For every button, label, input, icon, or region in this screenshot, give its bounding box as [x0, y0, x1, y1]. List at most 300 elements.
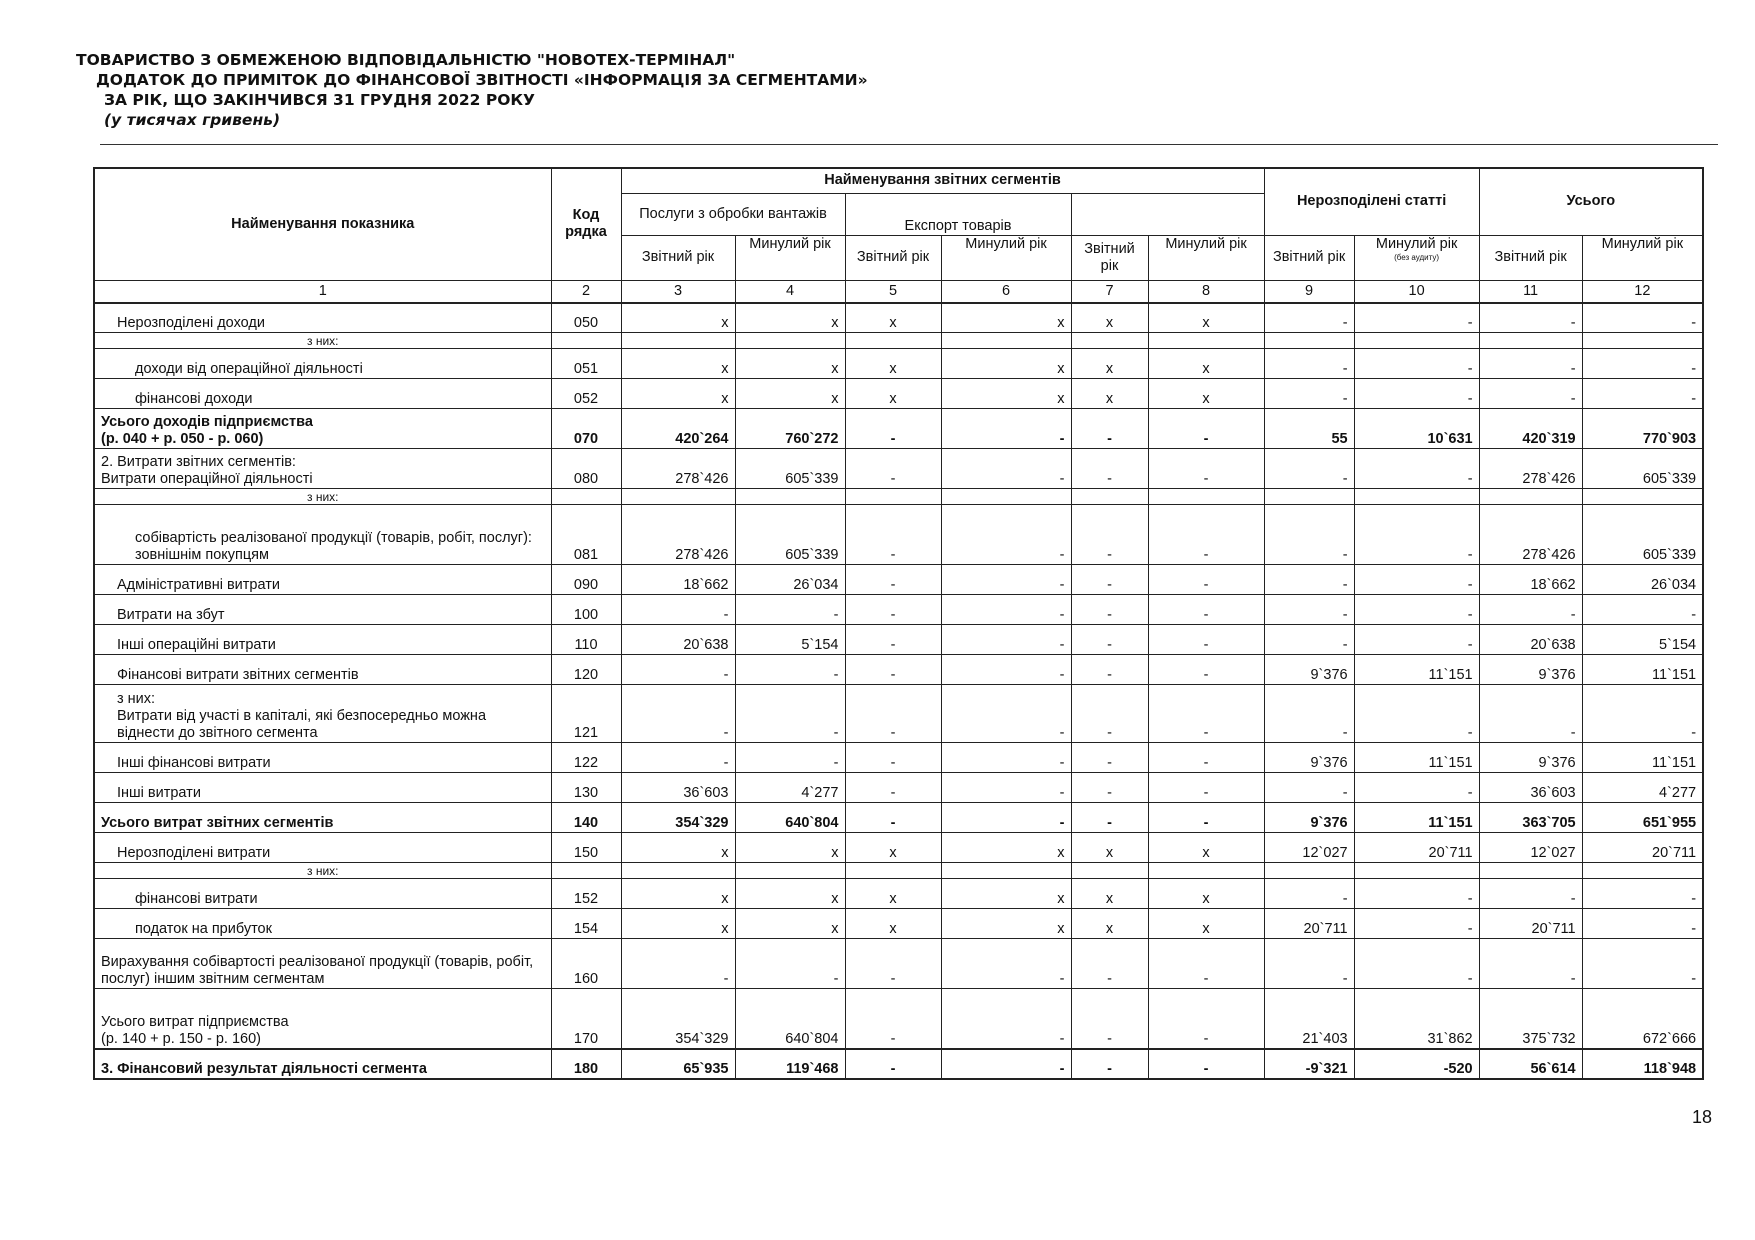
prev-year-header: Минулий рік — [735, 235, 845, 280]
row-value: - — [1148, 595, 1264, 625]
row-code: 154 — [551, 909, 621, 939]
row-label — [94, 989, 551, 1049]
row-code: 100 — [551, 595, 621, 625]
row-value — [1582, 333, 1703, 349]
row-value: 20`638 — [1479, 625, 1582, 655]
row-value: x — [621, 379, 735, 409]
row-value: 11`151 — [1354, 803, 1479, 833]
row-value: - — [735, 743, 845, 773]
row-value: 21`403 — [1264, 989, 1354, 1049]
table-row — [94, 349, 1703, 379]
col-indicator-header: Найменування показника — [94, 168, 551, 280]
row-value: 9`376 — [1264, 655, 1354, 685]
row-value: 12`027 — [1264, 833, 1354, 863]
row-value: - — [1354, 685, 1479, 743]
prev-year-header: Минулий рік — [1148, 235, 1264, 280]
col-number: 11 — [1479, 280, 1582, 303]
row-value: - — [1582, 939, 1703, 989]
row-code: 170 — [551, 989, 621, 1049]
table-row — [94, 833, 1703, 863]
row-value: - — [1264, 773, 1354, 803]
row-code: 052 — [551, 379, 621, 409]
header-rule — [100, 144, 1718, 145]
row-value: x — [1071, 379, 1148, 409]
row-code: 150 — [551, 833, 621, 863]
table-row — [94, 909, 1703, 939]
row-value: - — [1354, 349, 1479, 379]
row-value: - — [1354, 879, 1479, 909]
table-row — [94, 655, 1703, 685]
row-value: -520 — [1354, 1049, 1479, 1079]
row-value: - — [1148, 939, 1264, 989]
no-audit-note: (без аудиту) — [1394, 252, 1440, 262]
row-value: 56`614 — [1479, 1049, 1582, 1079]
row-value: - — [845, 743, 941, 773]
row-value: 11`151 — [1582, 655, 1703, 685]
row-label-text: собівартість реалізованої продукції (товарів, робіт, послуг): — [135, 530, 532, 546]
row-label — [94, 743, 551, 773]
row-label-text-2: (р. 140 + р. 150 - р. 160) — [101, 1030, 262, 1047]
row-label-text: Нерозподілені витрати — [117, 845, 271, 861]
row-value: - — [1148, 743, 1264, 773]
col-number: 12 — [1582, 280, 1703, 303]
row-value: - — [1071, 803, 1148, 833]
table-row — [94, 409, 1703, 449]
row-value — [1148, 863, 1264, 879]
row-code — [551, 333, 621, 349]
row-value: 26`034 — [735, 565, 845, 595]
row-value: 11`151 — [1582, 743, 1703, 773]
row-value: 20`711 — [1479, 909, 1582, 939]
company-name: ТОВАРИСТВО З ОБМЕЖЕНОЮ ВІДПОВІДАЛЬНІСТЮ "НОВОТЕХ-ТЕРМІНАЛ" — [76, 51, 736, 69]
row-value: 354`329 — [621, 989, 735, 1049]
table-row — [94, 803, 1703, 833]
row-label — [94, 595, 551, 625]
col-number: 6 — [941, 280, 1071, 303]
row-value — [941, 333, 1071, 349]
row-value: x — [845, 879, 941, 909]
row-code: 121 — [551, 685, 621, 743]
row-value: x — [735, 303, 845, 333]
row-value — [845, 863, 941, 879]
row-value: - — [1479, 379, 1582, 409]
row-value: - — [845, 565, 941, 595]
row-value: x — [941, 379, 1071, 409]
row-value: - — [1582, 379, 1703, 409]
row-value — [735, 333, 845, 349]
col-number: 7 — [1071, 280, 1148, 303]
row-value: - — [1071, 409, 1148, 449]
col-code-header: Код рядка — [551, 168, 621, 280]
row-label-text: Усього доходів підприємства — [101, 414, 313, 430]
row-value: - — [621, 743, 735, 773]
page-number: 18 — [1692, 1107, 1713, 1127]
row-value: 36`603 — [621, 773, 735, 803]
row-value: - — [1071, 625, 1148, 655]
table-row — [94, 379, 1703, 409]
row-value: 26`034 — [1582, 565, 1703, 595]
row-value: 278`426 — [1479, 449, 1582, 489]
row-code: 110 — [551, 625, 621, 655]
row-value: 119`468 — [735, 1049, 845, 1079]
row-label — [94, 685, 551, 743]
row-value — [621, 333, 735, 349]
row-code: 080 — [551, 449, 621, 489]
row-value: - — [845, 505, 941, 565]
row-value: - — [1479, 349, 1582, 379]
row-value: x — [845, 303, 941, 333]
period-title: ЗА РІК, ЩО ЗАКІНЧИВСЯ 31 ГРУДНЯ 2022 РОКУ — [104, 91, 535, 109]
row-value: x — [621, 349, 735, 379]
row-code: 160 — [551, 939, 621, 989]
row-value: x — [941, 909, 1071, 939]
row-value: - — [1582, 685, 1703, 743]
col-number: 10 — [1354, 280, 1479, 303]
row-value: - — [941, 743, 1071, 773]
unallocated-header: Нерозподілені статті — [1264, 168, 1479, 235]
row-value: - — [1582, 349, 1703, 379]
row-value: - — [845, 803, 941, 833]
row-label-text: з них: — [307, 490, 339, 504]
row-value: 18`662 — [621, 565, 735, 595]
row-label-text: Фінансові витрати звітних сегментів — [117, 667, 359, 683]
row-value: -9`321 — [1264, 1049, 1354, 1079]
row-value: x — [845, 833, 941, 863]
row-value: 5`154 — [1582, 625, 1703, 655]
row-value: 420`264 — [621, 409, 735, 449]
row-value: - — [1264, 303, 1354, 333]
row-value: x — [735, 909, 845, 939]
row-code: 050 — [551, 303, 621, 333]
row-value: - — [1354, 625, 1479, 655]
table-row — [94, 989, 1703, 1049]
row-value: - — [621, 939, 735, 989]
row-value: - — [845, 989, 941, 1049]
row-value: 278`426 — [621, 449, 735, 489]
row-value: x — [621, 879, 735, 909]
table-row — [94, 773, 1703, 803]
row-value: - — [1354, 565, 1479, 595]
row-value: - — [735, 939, 845, 989]
segment-blank-header — [1071, 193, 1264, 235]
row-label — [94, 879, 551, 909]
row-code: 120 — [551, 655, 621, 685]
row-value — [1354, 489, 1479, 505]
row-value: - — [941, 565, 1071, 595]
row-value: - — [1582, 595, 1703, 625]
row-label-text: з них: — [307, 334, 339, 348]
row-value: - — [1071, 595, 1148, 625]
row-value: - — [941, 1049, 1071, 1079]
row-value: - — [1148, 685, 1264, 743]
total-header: Усього — [1479, 168, 1703, 235]
row-value: - — [941, 409, 1071, 449]
row-value: 20`711 — [1582, 833, 1703, 863]
row-label — [94, 379, 551, 409]
row-label-text-2: зовнішнім покупцям — [135, 547, 269, 563]
row-value: 354`329 — [621, 803, 735, 833]
segment-export-header: Експорт товарів — [845, 193, 1071, 235]
table-row — [94, 863, 1703, 879]
row-value — [941, 863, 1071, 879]
row-label — [94, 409, 551, 449]
row-label — [94, 909, 551, 939]
document-title: ДОДАТОК ДО ПРИМІТОК ДО ФІНАНСОВОЇ ЗВІТНОСТІ «ІНФОРМАЦІЯ ЗА СЕГМЕНТАМИ» — [96, 71, 868, 89]
row-value — [1071, 489, 1148, 505]
row-value: - — [1264, 449, 1354, 489]
row-value: - — [941, 939, 1071, 989]
row-value: x — [941, 303, 1071, 333]
row-value: - — [621, 685, 735, 743]
row-value: - — [735, 685, 845, 743]
row-label-text: з них: — [117, 691, 156, 707]
row-label — [94, 1049, 551, 1079]
row-value: x — [1071, 303, 1148, 333]
row-value: 9`376 — [1264, 743, 1354, 773]
row-label — [94, 655, 551, 685]
row-code: 122 — [551, 743, 621, 773]
row-value: - — [1071, 743, 1148, 773]
col-number: 1 — [94, 280, 551, 303]
row-value: - — [1148, 409, 1264, 449]
units-note: (у тисячах гривень) — [104, 111, 281, 129]
row-label-text: Адміністративні витрати — [117, 577, 280, 593]
row-value: - — [941, 595, 1071, 625]
row-value: 65`935 — [621, 1049, 735, 1079]
row-value: - — [1148, 655, 1264, 685]
row-value: - — [941, 505, 1071, 565]
row-code — [551, 863, 621, 879]
table-row — [94, 565, 1703, 595]
row-value: - — [1071, 1049, 1148, 1079]
row-value: - — [1071, 505, 1148, 565]
row-value: - — [1148, 505, 1264, 565]
row-label-text: податок на прибуток — [135, 921, 272, 937]
row-label — [94, 803, 551, 833]
row-label — [94, 449, 551, 489]
row-label-text: Витрати на збут — [117, 607, 225, 623]
row-value: x — [621, 909, 735, 939]
row-value: - — [941, 685, 1071, 743]
table-row — [94, 625, 1703, 655]
row-value: 420`319 — [1479, 409, 1582, 449]
row-code — [551, 489, 621, 505]
row-value — [1582, 489, 1703, 505]
document-header — [76, 50, 868, 130]
row-value: 640`804 — [735, 989, 845, 1049]
row-value: - — [621, 655, 735, 685]
row-value: x — [1148, 909, 1264, 939]
row-value: - — [1071, 989, 1148, 1049]
row-value: 605`339 — [735, 505, 845, 565]
prev-year-header — [1354, 235, 1479, 280]
row-value — [1479, 863, 1582, 879]
segment-cargo-header: Послуги з обробки вантажів — [621, 193, 845, 235]
row-value — [845, 333, 941, 349]
row-value: x — [735, 879, 845, 909]
row-value — [735, 489, 845, 505]
row-value: x — [1071, 833, 1148, 863]
row-value — [1264, 489, 1354, 505]
row-value: 640`804 — [735, 803, 845, 833]
row-value: 9`376 — [1264, 803, 1354, 833]
row-value: - — [1071, 565, 1148, 595]
row-value: - — [1071, 449, 1148, 489]
row-value: 278`426 — [1479, 505, 1582, 565]
table-row — [94, 303, 1703, 333]
row-value: - — [1354, 303, 1479, 333]
row-value: 672`666 — [1582, 989, 1703, 1049]
row-value: 11`151 — [1354, 655, 1479, 685]
row-value: - — [1354, 909, 1479, 939]
row-value: 375`732 — [1479, 989, 1582, 1049]
row-value: x — [845, 349, 941, 379]
row-value: - — [845, 939, 941, 989]
row-value: 31`862 — [1354, 989, 1479, 1049]
row-label-text: Усього витрат підприємства — [101, 1013, 289, 1030]
row-value: - — [1264, 379, 1354, 409]
row-value: 5`154 — [735, 625, 845, 655]
row-value: 9`376 — [1479, 743, 1582, 773]
row-label — [94, 939, 551, 989]
row-value: - — [1264, 939, 1354, 989]
row-label-text: 3. Фінансовий результат діяльності сегмента — [101, 1060, 427, 1077]
table-body — [94, 303, 1703, 1079]
row-value: - — [1479, 685, 1582, 743]
row-value: x — [1071, 349, 1148, 379]
row-value — [1479, 333, 1582, 349]
col-number: 5 — [845, 280, 941, 303]
col-number: 3 — [621, 280, 735, 303]
row-value: - — [845, 449, 941, 489]
row-value: - — [845, 595, 941, 625]
table-row — [94, 489, 1703, 505]
row-value: - — [1264, 505, 1354, 565]
row-value: - — [1071, 939, 1148, 989]
row-value: 20`638 — [621, 625, 735, 655]
row-value: - — [1354, 449, 1479, 489]
row-value — [1071, 333, 1148, 349]
row-value: x — [621, 303, 735, 333]
row-code: 051 — [551, 349, 621, 379]
row-value: x — [845, 909, 941, 939]
row-label-text: Інші операційні витрати — [117, 637, 276, 653]
row-value: - — [1264, 625, 1354, 655]
row-value: 9`376 — [1479, 655, 1582, 685]
row-code: 180 — [551, 1049, 621, 1079]
row-value: - — [941, 449, 1071, 489]
row-value: - — [1148, 449, 1264, 489]
row-value: - — [1148, 803, 1264, 833]
prev-year-header: Минулий рік — [941, 235, 1071, 280]
row-value: x — [941, 879, 1071, 909]
row-value — [621, 863, 735, 879]
cur-year-header: Звітний рік — [1264, 235, 1354, 280]
table-row — [94, 879, 1703, 909]
row-value: x — [1148, 303, 1264, 333]
row-value: - — [941, 655, 1071, 685]
row-value: x — [1071, 909, 1148, 939]
row-value: x — [1148, 379, 1264, 409]
row-value: - — [941, 773, 1071, 803]
row-value — [1582, 863, 1703, 879]
row-value: - — [845, 1049, 941, 1079]
row-value: 12`027 — [1479, 833, 1582, 863]
row-value: - — [621, 595, 735, 625]
row-value: - — [735, 595, 845, 625]
row-label — [94, 505, 551, 565]
row-label — [94, 565, 551, 595]
row-value: 18`662 — [1479, 565, 1582, 595]
row-code: 081 — [551, 505, 621, 565]
row-label-text: Усього витрат звітних сегментів — [101, 815, 334, 831]
row-label — [94, 333, 551, 349]
row-value — [621, 489, 735, 505]
row-value: - — [1071, 685, 1148, 743]
row-value — [1148, 333, 1264, 349]
row-value: x — [941, 833, 1071, 863]
table-row — [94, 505, 1703, 565]
cur-year-header: Звітний рік — [845, 235, 941, 280]
row-value — [1148, 489, 1264, 505]
row-value: 760`272 — [735, 409, 845, 449]
row-value: - — [1071, 773, 1148, 803]
row-value: - — [1264, 879, 1354, 909]
table-row — [94, 333, 1703, 349]
row-value: - — [1479, 939, 1582, 989]
row-value — [735, 863, 845, 879]
row-label — [94, 863, 551, 879]
row-value: - — [735, 655, 845, 685]
table-row — [94, 939, 1703, 989]
row-value: 605`339 — [1582, 505, 1703, 565]
row-value: x — [1148, 879, 1264, 909]
row-value: - — [1582, 909, 1703, 939]
row-value: x — [735, 349, 845, 379]
row-value: x — [1148, 833, 1264, 863]
row-value: x — [1071, 879, 1148, 909]
row-value: - — [1264, 685, 1354, 743]
row-value: 118`948 — [1582, 1049, 1703, 1079]
row-value: - — [1264, 565, 1354, 595]
row-value: 10`631 — [1354, 409, 1479, 449]
row-value: - — [1148, 989, 1264, 1049]
row-value: - — [1479, 595, 1582, 625]
row-label-text-2: (р. 040 + р. 050 - р. 060) — [101, 431, 264, 447]
table-row — [94, 685, 1703, 743]
row-label-text: з них: — [307, 864, 339, 878]
row-value: 20`711 — [1354, 833, 1479, 863]
row-value: x — [735, 379, 845, 409]
row-value: - — [845, 409, 941, 449]
row-value: - — [1354, 939, 1479, 989]
row-code: 152 — [551, 879, 621, 909]
row-value: - — [1479, 303, 1582, 333]
row-label-text: 2. Витрати звітних сегментів: — [101, 454, 296, 470]
row-value: 20`711 — [1264, 909, 1354, 939]
prev-year-label: Минулий рік — [1375, 235, 1458, 252]
row-code: 090 — [551, 565, 621, 595]
row-value: x — [621, 833, 735, 863]
row-value: - — [1354, 379, 1479, 409]
segments-header: Найменування звітних сегментів — [621, 168, 1264, 193]
row-value: 55 — [1264, 409, 1354, 449]
row-value: - — [941, 625, 1071, 655]
row-label-text: Вирахування собівартості реалізованої продукції (товарів, робіт, послуг) іншим звітним сегментам — [101, 954, 534, 987]
col-number: 8 — [1148, 280, 1264, 303]
row-value: 4`277 — [1582, 773, 1703, 803]
row-label-text: фінансові витрати — [135, 891, 258, 907]
